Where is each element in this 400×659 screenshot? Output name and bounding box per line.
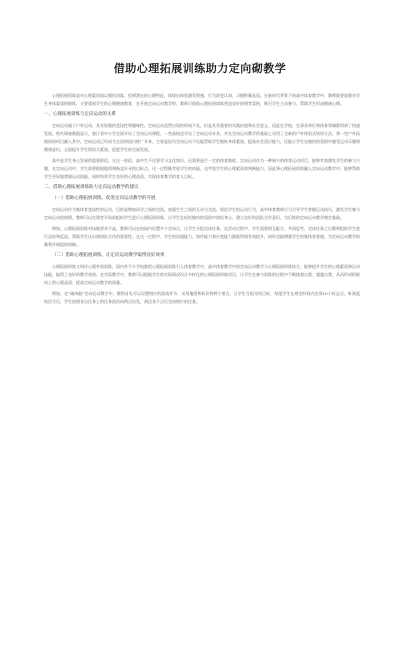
paragraph: 高中是学生身心发展的重要阶段。在这一阶段，高中生不仅要学习文化知识，还需要进行一定的体育锻炼。定向运动作为一种新兴的体育运动项目，能够有效激发学生的参与兴趣，在定向运动中，学生需要根据地图和指北针寻找目标点，这一过程既考验学生的体能，也考验学生的心理素质和判断能力，因此将心理拓展训练融入定向运动教学中，能够帮助学生更好地掌握运动技能，同时培养学生良好的心理品质，实现体育教学的育人目标。 <box>44 158 360 179</box>
section-heading: 一、心理拓展训练与定向运动的关系 <box>44 112 116 117</box>
paragraph: 例如，心理拓展训练对场地要求不高，教师可以在校园内设置多个定向点，让学生分组完成任务，在活动过程中，学生需要相互配合、共同思考，完成任务之后教师组织学生进行总结和反思，帮助学生认识到团队合作的重要性。在这一过程中，学生的沟通能力、协作能力和应变能力都能得到有效提升，同时也能增强学生的集体荣誉感，为定向运动教学的顺利开展提供保障。 <box>44 226 360 247</box>
section-heading: （一）借助心理拓展训练，促进定向运动教学的开展 <box>52 196 156 201</box>
paragraph: 心理拓展训练又叫作心理外展训练，国内外不少学校都把心理拓展训练引入体育教学中，高中体育教学中的定向运动教学与心理拓展训练结合，能够提升学生的心理素质和运动技能，取得了良好的教学效果。在实际教学中，教师可以根据学生的实际情况设计多样化的心理拓展训练项目，让学生在参与训练的过程中不断挑战自我、超越自我，从而形成积极向上的心理品质，提高定向运动教学的质量。 <box>44 264 360 285</box>
document-title: 借助心理拓展训练助力定向砌教学 <box>113 62 287 75</box>
paragraph: 定向运动属于户外运动，具有较强的竞技性和趣味性。定向运动虽然出现的时间不长，但是具有重要的实践价值和社会意义，因此在学校、在事业单位和体育领域都得到了快速发展。相关调查数据显示，独江省中小学全面开设了定向运动课程，一些高校也开设了定向运动专业，并在定向运动教学的基础上采用了全新的户外体验式培训方法，将一些户外拓展培训项目融入其中，定向运动已经成为全国和国内推广开来。主要是因为定向运动不仅能帮助学生锻炼身体素质、提高社会适应能力，还能让学生在愉快的氛围中感受运动乐趣和健康意识，全面提升学生的综合素质，促进学生的全面发展。 <box>44 123 360 152</box>
section-heading: 二、借助心理拓展训练助力定向运动教学的建议 <box>44 185 139 190</box>
document-body <box>44 92 360 309</box>
paragraph: 定向运动作为集体育竞技性的运动，目的是增加同学之间的交流、加强生生之间的互动与交流，规范学生的运动行为，高中体育教师应当引导学生掌握运动技巧，激发学生参与定向运动的热情。教师可以在课堂开始前组织学生进行心理拓展训练，让学生在轻松愉快的氛围中放松身心，建立良好的团队合作意识，为后续的定向运动教学奠定基础。 <box>44 207 360 220</box>
paragraph: 心理拓展训练是对心理素质加以强化训练，找到潜在的心理特征，体现出体验激发情感、行为改变认知、习惯积蓄品质。在新时代背景下的高中体育教学中，教师既要加强对学生身体素质的锻炼，又要重视学生的心理健康教育，在开展定向运动教学时，教师可借助心理拓展训练营造良好的课堂氛围，吸引学生主动参与，帮助学生形成健康心理。 <box>44 93 360 106</box>
paragraph: 例如，在“破冰船”定向运动教学中，教师首先可以设置相应的游戏环节，采用地图和标识物两个要点，让学生分组寻找目标，每组学生在规定时间内完成10个标志点，听到起始信号后，学生按照各自任务上的任务依次向两点出发，到达各个点后完成相应的任务。 <box>44 291 360 304</box>
section-heading: （二）借助心理拓展训练，让定向运动教学取得良好效果 <box>52 253 165 258</box>
